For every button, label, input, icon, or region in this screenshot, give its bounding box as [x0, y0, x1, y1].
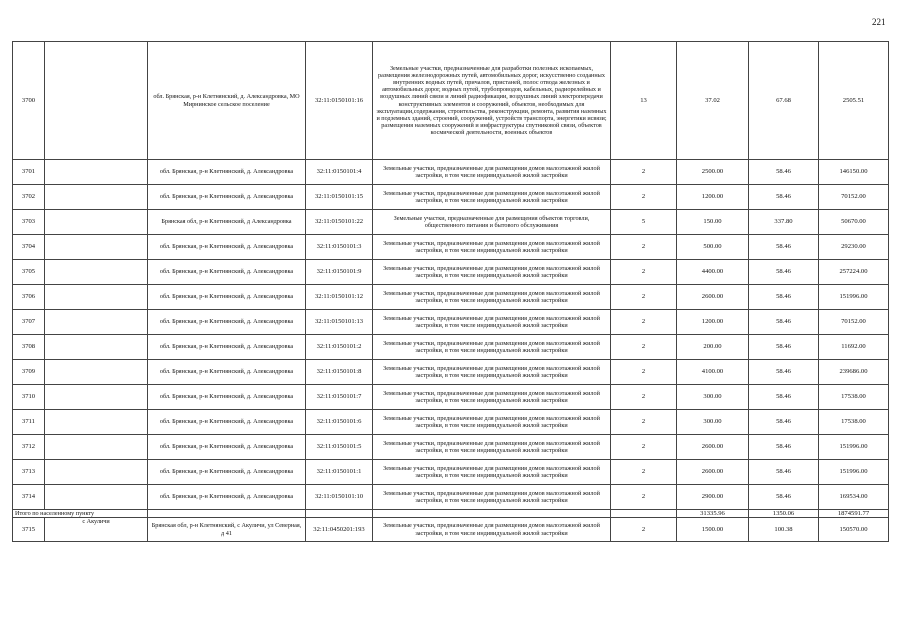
address-cell: Брянская обл, р-н Клетнянский, с Акуличи, ул Северная, д 41	[148, 518, 306, 542]
cadastral-number-cell: 32:11:0150101:12	[306, 285, 373, 310]
specific-value-cell: 58.46	[749, 335, 819, 360]
cadastral-number-cell: 32:11:0150101:1	[306, 460, 373, 485]
specific-value-cell: 58.46	[749, 160, 819, 185]
table-row	[13, 210, 889, 235]
table-row	[13, 385, 889, 410]
area-cell: 1200.00	[677, 185, 749, 210]
total-specific-value: 1350.06	[749, 510, 819, 518]
row-number: 3715	[13, 518, 45, 542]
address-cell: обл. Брянская, р-н Клетнянский, д. Александровка	[148, 385, 306, 410]
specific-value-cell: 67.68	[749, 42, 819, 160]
land-use-group-cell: 2	[611, 385, 677, 410]
row-number: 3709	[13, 360, 45, 385]
land-use-group-cell: 5	[611, 210, 677, 235]
land-use-description-cell: Земельные участки, предназначенные для размещения домов малоэтажной жилой застройки, в том числе индивидуальной жилой застройки	[373, 485, 611, 510]
land-use-group-cell: 2	[611, 518, 677, 542]
address-cell: Брянская обл, р-н Клетнянский, д Александровка	[148, 210, 306, 235]
area-cell: 4100.00	[677, 360, 749, 385]
cadastral-value-cell: 17538.00	[819, 410, 889, 435]
specific-value-cell: 58.46	[749, 260, 819, 285]
table-row	[13, 460, 889, 485]
settlement-cell: с Акуличи	[45, 518, 148, 542]
specific-value-cell: 58.46	[749, 285, 819, 310]
total-label: Итого по населенному пункту	[13, 510, 148, 518]
land-use-description-cell: Земельные участки, предназначенные для размещения домов малоэтажной жилой застройки, в том числе индивидуальной жилой застройки	[373, 235, 611, 260]
land-use-description-cell: Земельные участки, предназначенные для размещения домов малоэтажной жилой застройки, в том числе индивидуальной жилой застройки	[373, 385, 611, 410]
specific-value-cell: 58.46	[749, 385, 819, 410]
address-cell: обл. Брянская, р-н Клетнянский, д. Александровка	[148, 285, 306, 310]
cadastral-number-cell: 32:11:0150101:2	[306, 335, 373, 360]
settlement-cell	[45, 360, 148, 385]
settlement-cell	[45, 410, 148, 435]
table-row	[13, 42, 889, 160]
land-use-description-cell: Земельные участки, предназначенные для размещения домов малоэтажной жилой застройки, в том числе индивидуальной жилой застройки	[373, 335, 611, 360]
address-cell: обл. Брянская, р-н Клетнянский, д. Александровка	[148, 460, 306, 485]
table-row	[13, 310, 889, 335]
land-registry-table	[12, 41, 889, 542]
address-cell: обл. Брянская, р-н Клетнянский, д. Александровка	[148, 435, 306, 460]
settlement-cell	[45, 485, 148, 510]
cadastral-value-cell: 150570.00	[819, 518, 889, 542]
row-number: 3707	[13, 310, 45, 335]
land-use-description-cell: Земельные участки, предназначенные для размещения домов малоэтажной жилой застройки, в том числе индивидуальной жилой застройки	[373, 410, 611, 435]
settlement-cell	[45, 335, 148, 360]
cadastral-number-cell: 32:11:0150101:6	[306, 410, 373, 435]
specific-value-cell: 58.46	[749, 460, 819, 485]
area-cell: 500.00	[677, 235, 749, 260]
cadastral-number-cell: 32:11:0150101:8	[306, 360, 373, 385]
area-cell: 2600.00	[677, 435, 749, 460]
land-use-description-cell: Земельные участки, предназначенные для размещения объектов торговли, общественного питания и бытового обслуживания	[373, 210, 611, 235]
specific-value-cell: 58.46	[749, 435, 819, 460]
settlement-cell	[45, 235, 148, 260]
cadastral-value-cell: 50670.00	[819, 210, 889, 235]
table-row	[13, 285, 889, 310]
specific-value-cell: 58.46	[749, 235, 819, 260]
total-area: 31335.96	[677, 510, 749, 518]
land-use-description-cell: Земельные участки, предназначенные для размещения домов малоэтажной жилой застройки, в том числе индивидуальной жилой застройки	[373, 260, 611, 285]
page-number: 221	[872, 17, 886, 27]
cadastral-number-cell: 32:11:0150101:22	[306, 210, 373, 235]
cadastral-number-cell: 32:11:0150101:7	[306, 385, 373, 410]
total-empty-cell	[611, 510, 677, 518]
land-use-description-cell: Земельные участки, предназначенные для разработки полезных ископаемых, размещения железнодорожных путей, автомобильных дорог, искусственно созданных внутренних водных путей, причалов, пристаней, полос отвода железных и автомобильных дорог, водных путей, трубопроводов, кабельных, радиорелейных и воздушных линий связи и линий радиофикации, воздушных линий электропередачи конструктивных элементов и сооружений, объектов, необходимых для эксплуатации,содержания, строительства, реконструкции, ремонта, развития наземных и подземных зданий, строений, сооружений, устройств транспорта, энергетики исвязи; размещения наземных сооружений и инфраструктуры спутниковой связи, объектов космической деятельности, военных объектов	[373, 42, 611, 160]
total-empty-cell	[373, 510, 611, 518]
cadastral-number-cell: 32:11:0150101:5	[306, 435, 373, 460]
cadastral-number-cell: 32:11:0150101:13	[306, 310, 373, 335]
land-use-group-cell: 2	[611, 185, 677, 210]
specific-value-cell: 58.46	[749, 185, 819, 210]
area-cell: 2600.00	[677, 285, 749, 310]
cadastral-number-cell: 32:11:0150101:16	[306, 42, 373, 160]
cadastral-number-cell: 32:11:0150101:9	[306, 260, 373, 285]
cadastral-value-cell: 257224.00	[819, 260, 889, 285]
land-use-group-cell: 2	[611, 260, 677, 285]
settlement-cell	[45, 260, 148, 285]
area-cell: 4400.00	[677, 260, 749, 285]
row-number: 3712	[13, 435, 45, 460]
address-cell: обл. Брянская, р-н Клетнянский, д. Александровка, МО Мирнинское сельское поселение	[148, 42, 306, 160]
table-row	[13, 260, 889, 285]
cadastral-number-cell: 32:11:0150101:3	[306, 235, 373, 260]
cadastral-number-cell: 32:11:0150101:4	[306, 160, 373, 185]
cadastral-value-cell: 239686.00	[819, 360, 889, 385]
table-row	[13, 410, 889, 435]
row-number: 3705	[13, 260, 45, 285]
settlement-cell	[45, 385, 148, 410]
land-use-description-cell: Земельные участки, предназначенные для размещения домов малоэтажной жилой застройки, в том числе индивидуальной жилой застройки	[373, 160, 611, 185]
cadastral-number-cell: 32:11:0150101:15	[306, 185, 373, 210]
settlement-cell	[45, 285, 148, 310]
settlement-cell	[45, 435, 148, 460]
table-row	[13, 235, 889, 260]
land-use-group-cell: 2	[611, 310, 677, 335]
cadastral-value-cell: 151996.00	[819, 435, 889, 460]
specific-value-cell: 58.46	[749, 410, 819, 435]
address-cell: обл. Брянская, р-н Клетнянский, д. Александровка	[148, 160, 306, 185]
specific-value-cell: 58.46	[749, 310, 819, 335]
land-use-description-cell: Земельные участки, предназначенные для размещения домов малоэтажной жилой застройки, в том числе индивидуальной жилой застройки	[373, 518, 611, 542]
total-cadastral-value: 1874591.77	[819, 510, 889, 518]
cadastral-value-cell: 70152.00	[819, 185, 889, 210]
cadastral-value-cell: 151996.00	[819, 460, 889, 485]
total-empty-cell	[148, 510, 306, 518]
land-use-description-cell: Земельные участки, предназначенные для размещения домов малоэтажной жилой застройки, в том числе индивидуальной жилой застройки	[373, 285, 611, 310]
address-cell: обл. Брянская, р-н Клетнянский, д. Александровка	[148, 310, 306, 335]
address-cell: обл. Брянская, р-н Клетнянский, д. Александровка	[148, 335, 306, 360]
settlement-total-row	[13, 510, 889, 518]
address-cell: обл. Брянская, р-н Клетнянский, д. Александровка	[148, 185, 306, 210]
row-number: 3710	[13, 385, 45, 410]
land-use-description-cell: Земельные участки, предназначенные для размещения домов малоэтажной жилой застройки, в том числе индивидуальной жилой застройки	[373, 310, 611, 335]
area-cell: 300.00	[677, 410, 749, 435]
table-row	[13, 160, 889, 185]
address-cell: обл. Брянская, р-н Клетнянский, д. Александровка	[148, 260, 306, 285]
land-use-description-cell: Земельные участки, предназначенные для размещения домов малоэтажной жилой застройки, в том числе индивидуальной жилой застройки	[373, 435, 611, 460]
settlement-cell	[45, 42, 148, 160]
table-row	[13, 185, 889, 210]
table-row	[13, 335, 889, 360]
land-use-group-cell: 2	[611, 235, 677, 260]
settlement-cell	[45, 460, 148, 485]
total-empty-cell	[306, 510, 373, 518]
row-number: 3714	[13, 485, 45, 510]
area-cell: 150.00	[677, 210, 749, 235]
row-number: 3713	[13, 460, 45, 485]
land-use-group-cell: 2	[611, 285, 677, 310]
land-use-description-cell: Земельные участки, предназначенные для размещения домов малоэтажной жилой застройки, в том числе индивидуальной жилой застройки	[373, 460, 611, 485]
cadastral-value-cell: 151996.00	[819, 285, 889, 310]
table-row	[13, 435, 889, 460]
land-use-group-cell: 2	[611, 410, 677, 435]
row-number: 3700	[13, 42, 45, 160]
address-cell: обл. Брянская, р-н Клетнянский, д. Александровка	[148, 235, 306, 260]
row-number: 3708	[13, 335, 45, 360]
area-cell: 2500.00	[677, 160, 749, 185]
row-number: 3702	[13, 185, 45, 210]
cadastral-value-cell: 29230.00	[819, 235, 889, 260]
area-cell: 200.00	[677, 335, 749, 360]
area-cell: 2900.00	[677, 485, 749, 510]
address-cell: обл. Брянская, р-н Клетнянский, д. Александровка	[148, 485, 306, 510]
row-number: 3701	[13, 160, 45, 185]
land-use-group-cell: 2	[611, 485, 677, 510]
cadastral-number-cell: 32:11:0450201:193	[306, 518, 373, 542]
land-use-group-cell: 2	[611, 435, 677, 460]
specific-value-cell: 337.80	[749, 210, 819, 235]
specific-value-cell: 58.46	[749, 485, 819, 510]
area-cell: 37.02	[677, 42, 749, 160]
area-cell: 1500.00	[677, 518, 749, 542]
row-number: 3704	[13, 235, 45, 260]
row-number: 3711	[13, 410, 45, 435]
table-row	[13, 360, 889, 385]
table-row	[13, 518, 889, 542]
settlement-cell	[45, 310, 148, 335]
area-cell: 300.00	[677, 385, 749, 410]
address-cell: обл. Брянская, р-н Клетнянский, д. Александровка	[148, 360, 306, 385]
land-use-group-cell: 13	[611, 42, 677, 160]
cadastral-number-cell: 32:11:0150101:10	[306, 485, 373, 510]
specific-value-cell: 100.38	[749, 518, 819, 542]
cadastral-value-cell: 17538.00	[819, 385, 889, 410]
land-use-group-cell: 2	[611, 160, 677, 185]
settlement-cell	[45, 185, 148, 210]
land-use-group-cell: 2	[611, 335, 677, 360]
table-row	[13, 485, 889, 510]
area-cell: 1200.00	[677, 310, 749, 335]
settlement-cell	[45, 160, 148, 185]
settlement-cell	[45, 210, 148, 235]
cadastral-value-cell: 2505.51	[819, 42, 889, 160]
row-number: 3706	[13, 285, 45, 310]
cadastral-value-cell: 11692.00	[819, 335, 889, 360]
cadastral-value-cell: 70152.00	[819, 310, 889, 335]
land-use-description-cell: Земельные участки, предназначенные для размещения домов малоэтажной жилой застройки, в том числе индивидуальной жилой застройки	[373, 185, 611, 210]
land-use-group-cell: 2	[611, 360, 677, 385]
area-cell: 2600.00	[677, 460, 749, 485]
cadastral-value-cell: 169534.00	[819, 485, 889, 510]
land-use-description-cell: Земельные участки, предназначенные для размещения домов малоэтажной жилой застройки, в том числе индивидуальной жилой застройки	[373, 360, 611, 385]
cadastral-value-cell: 146150.00	[819, 160, 889, 185]
land-use-group-cell: 2	[611, 460, 677, 485]
address-cell: обл. Брянская, р-н Клетнянский, д. Александровка	[148, 410, 306, 435]
row-number: 3703	[13, 210, 45, 235]
specific-value-cell: 58.46	[749, 360, 819, 385]
